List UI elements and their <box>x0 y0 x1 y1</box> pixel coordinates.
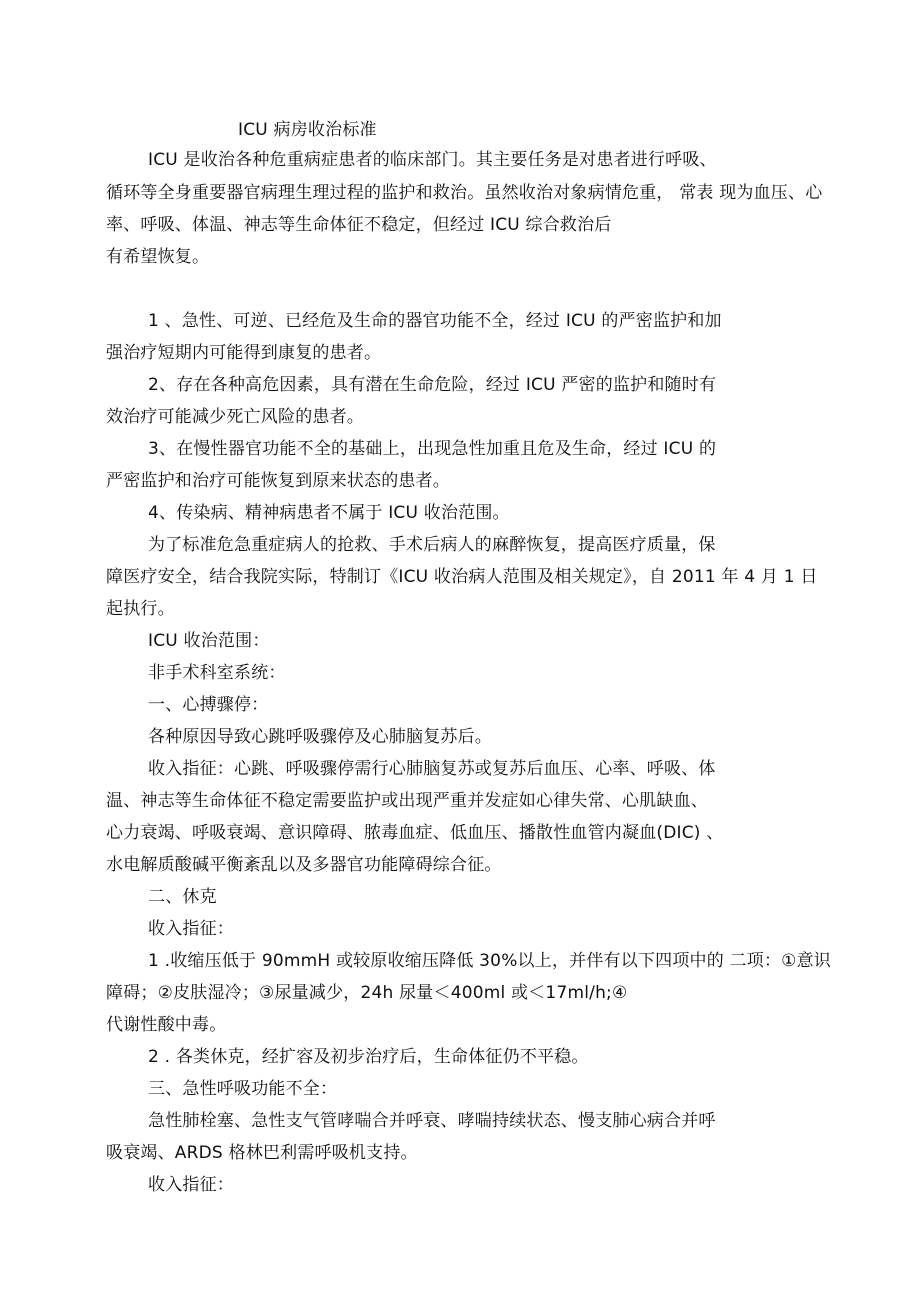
paragraph-line: 率、呼吸、体温、神志等生命体征不稳定，但经过 ICU 综合救治后 <box>106 215 612 235</box>
paragraph-line: 障医疗安全，结合我院实际，特制订《ICU 收治病人范围及相关规定》，自 2011 年 4 月 1 日 <box>106 567 818 587</box>
paragraph-line: 收入指征： <box>148 1175 234 1195</box>
section-heading: ICU 收治范围： <box>148 631 270 651</box>
paragraph-line: 吸衰竭、ARDS 格林巴利需呼吸机支持。 <box>106 1143 418 1163</box>
section-heading: 一、心搏骤停： <box>148 695 269 715</box>
paragraph-line: 1 .收缩压低于 90mmH 或较原收缩压降低 30%以上，并伴有以下四项中的 二项：①意识 <box>148 951 831 971</box>
paragraph-line: 障碍；②皮肤湿冷；③尿量减少，24h 尿量＜400ml 或＜17ml/h;④ <box>106 983 628 1003</box>
paragraph-line: ICU 是收治各种危重病症患者的临床部门。其主要任务是对患者进行呼吸、 <box>148 150 717 170</box>
paragraph-line: 2、存在各种高危因素，具有潜在生命危险，经过 ICU 严密的监护和随时有 <box>148 375 717 395</box>
document-title: ICU 病房收治标准 <box>238 120 377 140</box>
paragraph-line: 水电解质酸碱平衡紊乱以及多器官功能障碍综合征。 <box>106 855 502 875</box>
paragraph-line: 强治疗短期内可能得到康复的患者。 <box>106 343 382 363</box>
paragraph-line: 1 、急性、可逆、已经危及生命的器官功能不全，经过 ICU 的严密监护和加 <box>148 311 722 331</box>
section-heading: 三、急性呼吸功能不全： <box>148 1079 338 1099</box>
paragraph-line: 4、传染病、精神病患者不属于 ICU 收治范围。 <box>148 503 510 523</box>
section-heading: 二、休克 <box>148 887 217 907</box>
paragraph-line: 2 . 各类休克，经扩容及初步治疗后，生命体征仍不平稳。 <box>148 1047 589 1067</box>
section-heading: 非手术科室系统： <box>148 663 286 683</box>
paragraph-line: 心力衰竭、呼吸衰竭、意识障碍、脓毒血症、低血压、播散性血管内凝血(DIC) 、 <box>106 823 724 843</box>
paragraph-line: 温、神志等生命体征不稳定需要监护或出现严重并发症如心律失常、心肌缺血、 <box>106 791 708 811</box>
paragraph-line: 3、在慢性器官功能不全的基础上，出现急性加重且危及生命，经过 ICU 的 <box>148 439 717 459</box>
paragraph-line: 急性肺栓塞、急性支气管哮喘合并呼衰、哮喘持续状态、慢支肺心病合并呼 <box>148 1111 716 1131</box>
paragraph-line: 严密监护和治疗可能恢复到原来状态的患者。 <box>106 471 450 491</box>
paragraph-line: 循环等全身重要器官病理生理过程的监护和救治。虽然收治对象病情危重， 常表 现为血压、心 <box>106 183 823 203</box>
paragraph-line: 各种原因导致心跳呼吸骤停及心肺脑复苏后。 <box>148 727 492 747</box>
paragraph-line: 代谢性酸中毒。 <box>106 1015 227 1035</box>
paragraph-line: 起执行。 <box>106 599 175 619</box>
paragraph-line: 收入指征： <box>148 919 234 939</box>
paragraph-line: 为了标准危急重症病人的抢救、手术后病人的麻醉恢复，提高医疗质量，保 <box>148 535 716 555</box>
paragraph-line: 有希望恢复。 <box>106 247 210 267</box>
paragraph-line: 效治疗可能减少死亡风险的患者。 <box>106 407 364 427</box>
paragraph-line: 收入指征：心跳、呼吸骤停需行心肺脑复苏或复苏后血压、心率、呼吸、体 <box>148 759 716 779</box>
